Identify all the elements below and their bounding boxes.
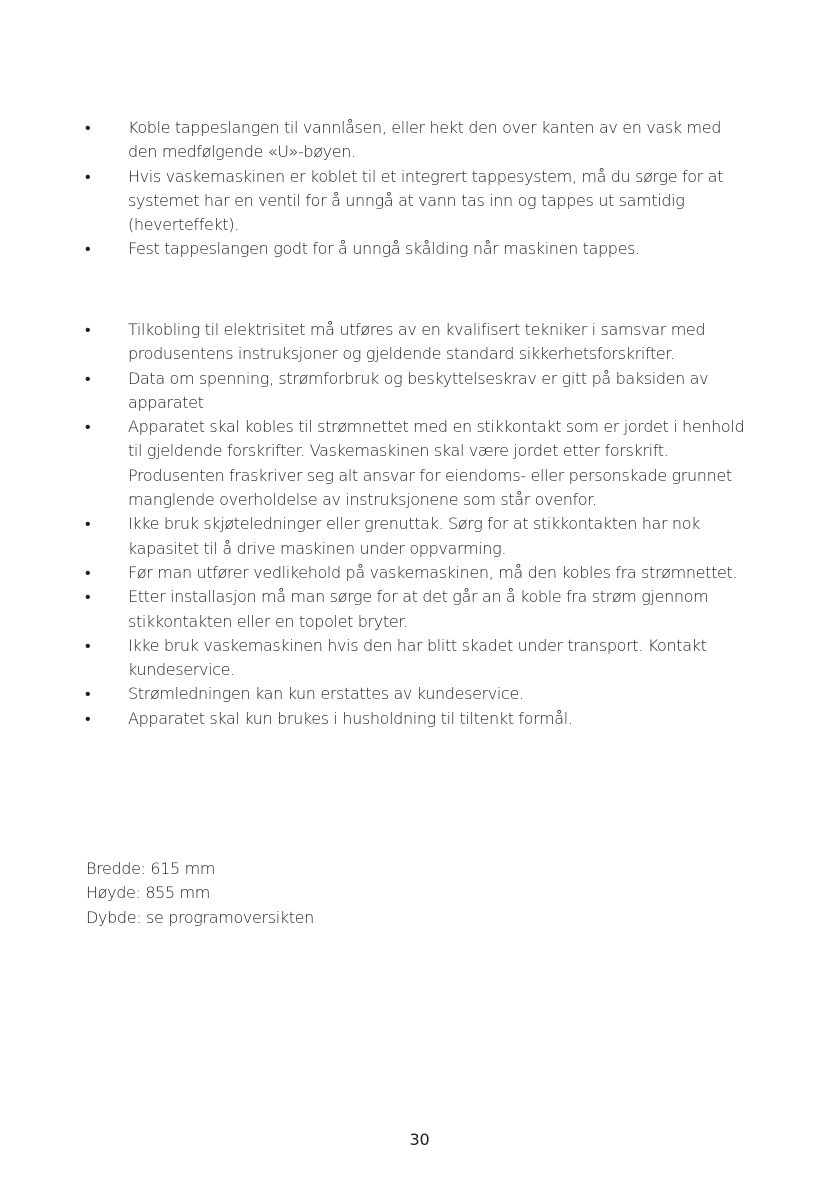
list-item-text: Data om spenning, strømforbruk og beskyttelseskrav er gitt på baksiden av apparatet [128,368,709,412]
page-number: 30 [409,1130,430,1149]
dimensions-block [86,857,314,930]
bullet-icon: • [85,166,91,186]
list-item-text: Strømledningen kan kun erstattes av kundeservice. [128,684,524,704]
list-item [84,707,754,731]
dimension-depth: Dybde: se programoversikten [86,907,314,927]
list-item [84,165,754,238]
list-item-text: Koble tappeslangen til vannlåsen, eller hekt den over kanten av en vask med den medfølgende «U»-bøyen. [128,118,722,162]
list-item [84,237,754,261]
list-item-text: Ikke bruk skjøteledninger eller grenuttak. Sørg for at stikkontakten har nok kapasitet til å drive maskinen under oppvarming. [128,514,701,558]
bullet-icon: • [85,118,91,137]
list-item [84,318,754,367]
list-item-text: Tilkobling til elektrisitet må utføres av en kvalifisert tekniker i samsvar med produsentens instruksjoner og gjeldende standard sikkerhetsforskrifter. [128,320,706,364]
drain-hose-instructions-list [84,116,754,262]
list-item-text: Apparatet skal kobles til strømnettet med en stikkontakt som er jordet i henhold til gjeldende forskrifter. Vaskemaskinen skal være jordet etter forskrift. Produsenten fraskriver seg alt ansvar for eiendoms- eller personskade grunnet manglende overholdelse av instruksjonene som står ovenfor. [128,417,745,510]
list-item-text: Apparatet skal kun brukes i husholdning til tiltenkt formål. [128,708,573,728]
electrical-instructions-list [84,318,754,731]
bullet-icon: • [85,562,91,582]
list-item [84,561,754,585]
list-item [84,116,754,165]
list-item [84,585,754,634]
list-item-text: Etter installasjon må man sørge for at det går an å koble fra strøm gjennom stikkontakten eller en topolet bryter. [128,587,709,631]
bullet-icon: • [85,587,91,607]
list-item [84,634,754,683]
bullet-icon: • [85,635,91,655]
dimension-width: Bredde: 615 mm [86,859,216,878]
list-item-text: Fest tappeslangen godt for å unngå skålding når maskinen tappes. [128,239,640,259]
list-item [84,512,754,561]
list-item [84,682,754,706]
bullet-icon: • [85,514,91,534]
list-item-text: Før man utfører vedlikehold på vaskemaskinen, må den kobles fra strømnettet. [128,562,738,582]
list-item [84,415,754,512]
list-item-text: Ikke bruk vaskemaskinen hvis den har blitt skadet under transport. Kontakt kundeservice. [128,635,707,680]
bullet-icon: • [85,368,91,388]
list-item [84,367,754,416]
bullet-icon: • [85,684,91,704]
bullet-icon: • [85,320,91,339]
bullet-icon: • [85,417,91,437]
bullet-icon: • [85,708,91,728]
dimension-height: Høyde: 855 mm [86,883,211,903]
list-item-text: Hvis vaskemaskinen er koblet til et integrert tappesystem, må du sørge for at systemet har en ventil for å unngå at vann tas inn og tappes ut samtidig (heverteffekt). [128,166,724,235]
bullet-icon: • [85,239,91,259]
